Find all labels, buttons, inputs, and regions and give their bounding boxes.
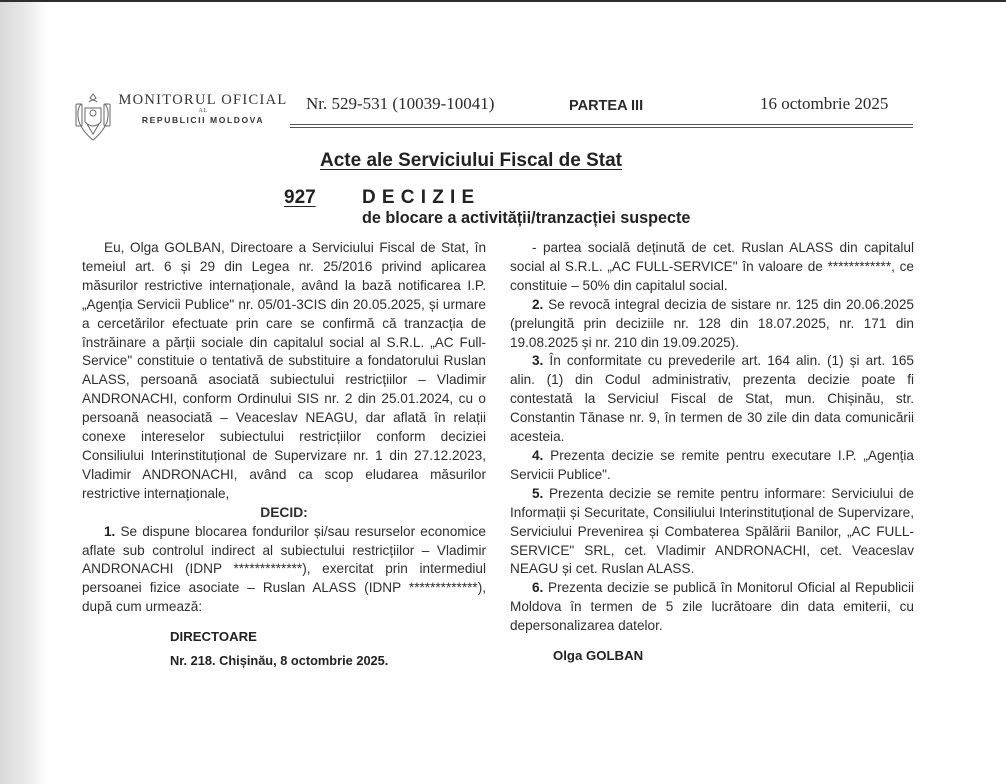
item-number: 3. xyxy=(532,353,544,369)
right-column xyxy=(510,239,914,664)
item-text: În conformitate cu prevederile art. 164 alin. (1) și art. 165 alin. (1) din Codul administrativ, prezenta decizie poate fi contestată la Serviciul Fiscal de Stat, mun. Chișinău, str. Constantin Tănase nr. 9, în termen de 30 zile din data comunicării acesteia. xyxy=(510,353,914,445)
item-text: Se revocă integral decizia de sistare nr. 125 din 20.06.2025 (prelungită prin deciziile nr. 128 din 18.07.2025, nr. 171 din 19.08.2025 și nr. 210 din 19.09.2025). xyxy=(510,296,914,350)
item-1-continuation: - partea socială deținută de cet. Ruslan ALASS din capitalul social al S.R.L. „AC FULL-SERVICE" în valoare de ************, ce constituie – 50% din capitalul social. xyxy=(510,240,914,293)
issue-number: Nr. 529-531 (10039-10041) xyxy=(306,94,495,113)
item-number: 1. xyxy=(104,523,116,539)
item-text: Prezenta decizie se publică în Monitorul Oficial al Republicii Moldova în termen de 5 zile lucrătoare din data emiterii, cu depersonalizarea datelor. xyxy=(510,580,914,634)
item-5-paragraph xyxy=(510,485,914,580)
decision-reference: Nr. 218. Chișinău, 8 octombrie 2025. xyxy=(170,653,389,669)
act-type: DECIZIE xyxy=(362,187,481,208)
item-6-paragraph xyxy=(510,579,914,636)
item-number: 6. xyxy=(532,580,544,596)
signer-name: Olga GOLBAN xyxy=(553,648,644,664)
item-3-paragraph xyxy=(510,352,914,447)
item-1-paragraph xyxy=(82,523,486,618)
act-number: 927 xyxy=(284,187,316,208)
signer-title: DIRECTOARE xyxy=(170,629,257,645)
item-number: 4. xyxy=(532,447,544,463)
item-text: Prezenta decizie se remite pentru executare I.P. „Agenția Servicii Publice". xyxy=(510,447,914,482)
left-column xyxy=(82,239,486,669)
item-number: 2. xyxy=(532,296,544,312)
moldova-coat-of-arms-icon xyxy=(73,90,113,142)
header-rule xyxy=(290,127,913,128)
part-label: PARTEA III xyxy=(569,98,644,114)
item-text: Se dispune blocarea fondurilor și/sau resurselor economice aflate sub controlul indirect al subiectului restricțiilor – Vladimir ANDRONACHI (IDNP *************), exercitat prin intermediul persoanei fizice asociate – Ruslan ALASS (IDNP *************), după cum urmează: xyxy=(82,523,486,615)
masthead-subtitle: REPUBLICII MOLDOVA xyxy=(141,115,265,125)
window-top-edge xyxy=(0,0,1006,2)
section-title-text: Acte ale Serviciului Fiscal de Stat xyxy=(319,150,622,171)
header-rule xyxy=(290,124,913,125)
item-2-paragraph xyxy=(510,296,914,353)
page-left-shadow xyxy=(0,2,48,784)
masthead-al: AL xyxy=(198,108,208,114)
item-text: Prezenta decizie se remite pentru informare: Serviciului de Informații și Securitate, Consiliului Interinstituțional de Supervizare, Serviciului Prevenirea și Combaterea Spălării Banilor, „AC FULL-SERVICE" SRL, cet. Vladimir ANDRONACHI, cet. Veaceslav NEAGU și cet. Ruslan ALASS. xyxy=(510,485,914,577)
preamble-paragraph: Eu, Olga GOLBAN, Directoare a Serviciului Fiscal de Stat, în temeiul art. 6 și 29 din Legea nr. 25/2016 privind aplicarea măsurilor restrictive internaționale, având la bază notificarea I.P. „Agenția Servicii Publice" nr. 05/01-3CIS din 20.05.2025, și urmare a cercetărilor efectuate prin care se confirmă că tranzacția de înstrăinare a părții sociale din capitalul social al S.R.L. „AC Full-Service" constituie o tentativă de substituire a fondatorului Ruslan ALASS, persoană asociată subiectului restricțiilor – Vladimir ANDRONACHI, conform Ordinului SIS nr. 2 din 25.01.2024, cu o persoană neasociată – Veaceslav NEAGU, dar aflată în relații conexe intereselor subiectului restricțiilor conform deciziei Consiliului Interinstituțional de Supervizare nr. 1 din 27.12.2023, Vladimir ANDRONACHI, având ca scop eludarea măsurilor restrictive internaționale, xyxy=(82,240,486,501)
section-title xyxy=(0,150,1006,172)
issue-date: 16 octombrie 2025 xyxy=(760,94,889,113)
masthead xyxy=(118,92,288,126)
act-subtitle: de blocare a activității/tranzacției suspecte xyxy=(362,209,691,227)
item-4-paragraph xyxy=(510,447,914,485)
masthead-title: MONITORUL OFICIAL xyxy=(118,92,288,108)
item-number: 5. xyxy=(532,485,544,501)
decid-heading: DECID: xyxy=(260,504,308,520)
